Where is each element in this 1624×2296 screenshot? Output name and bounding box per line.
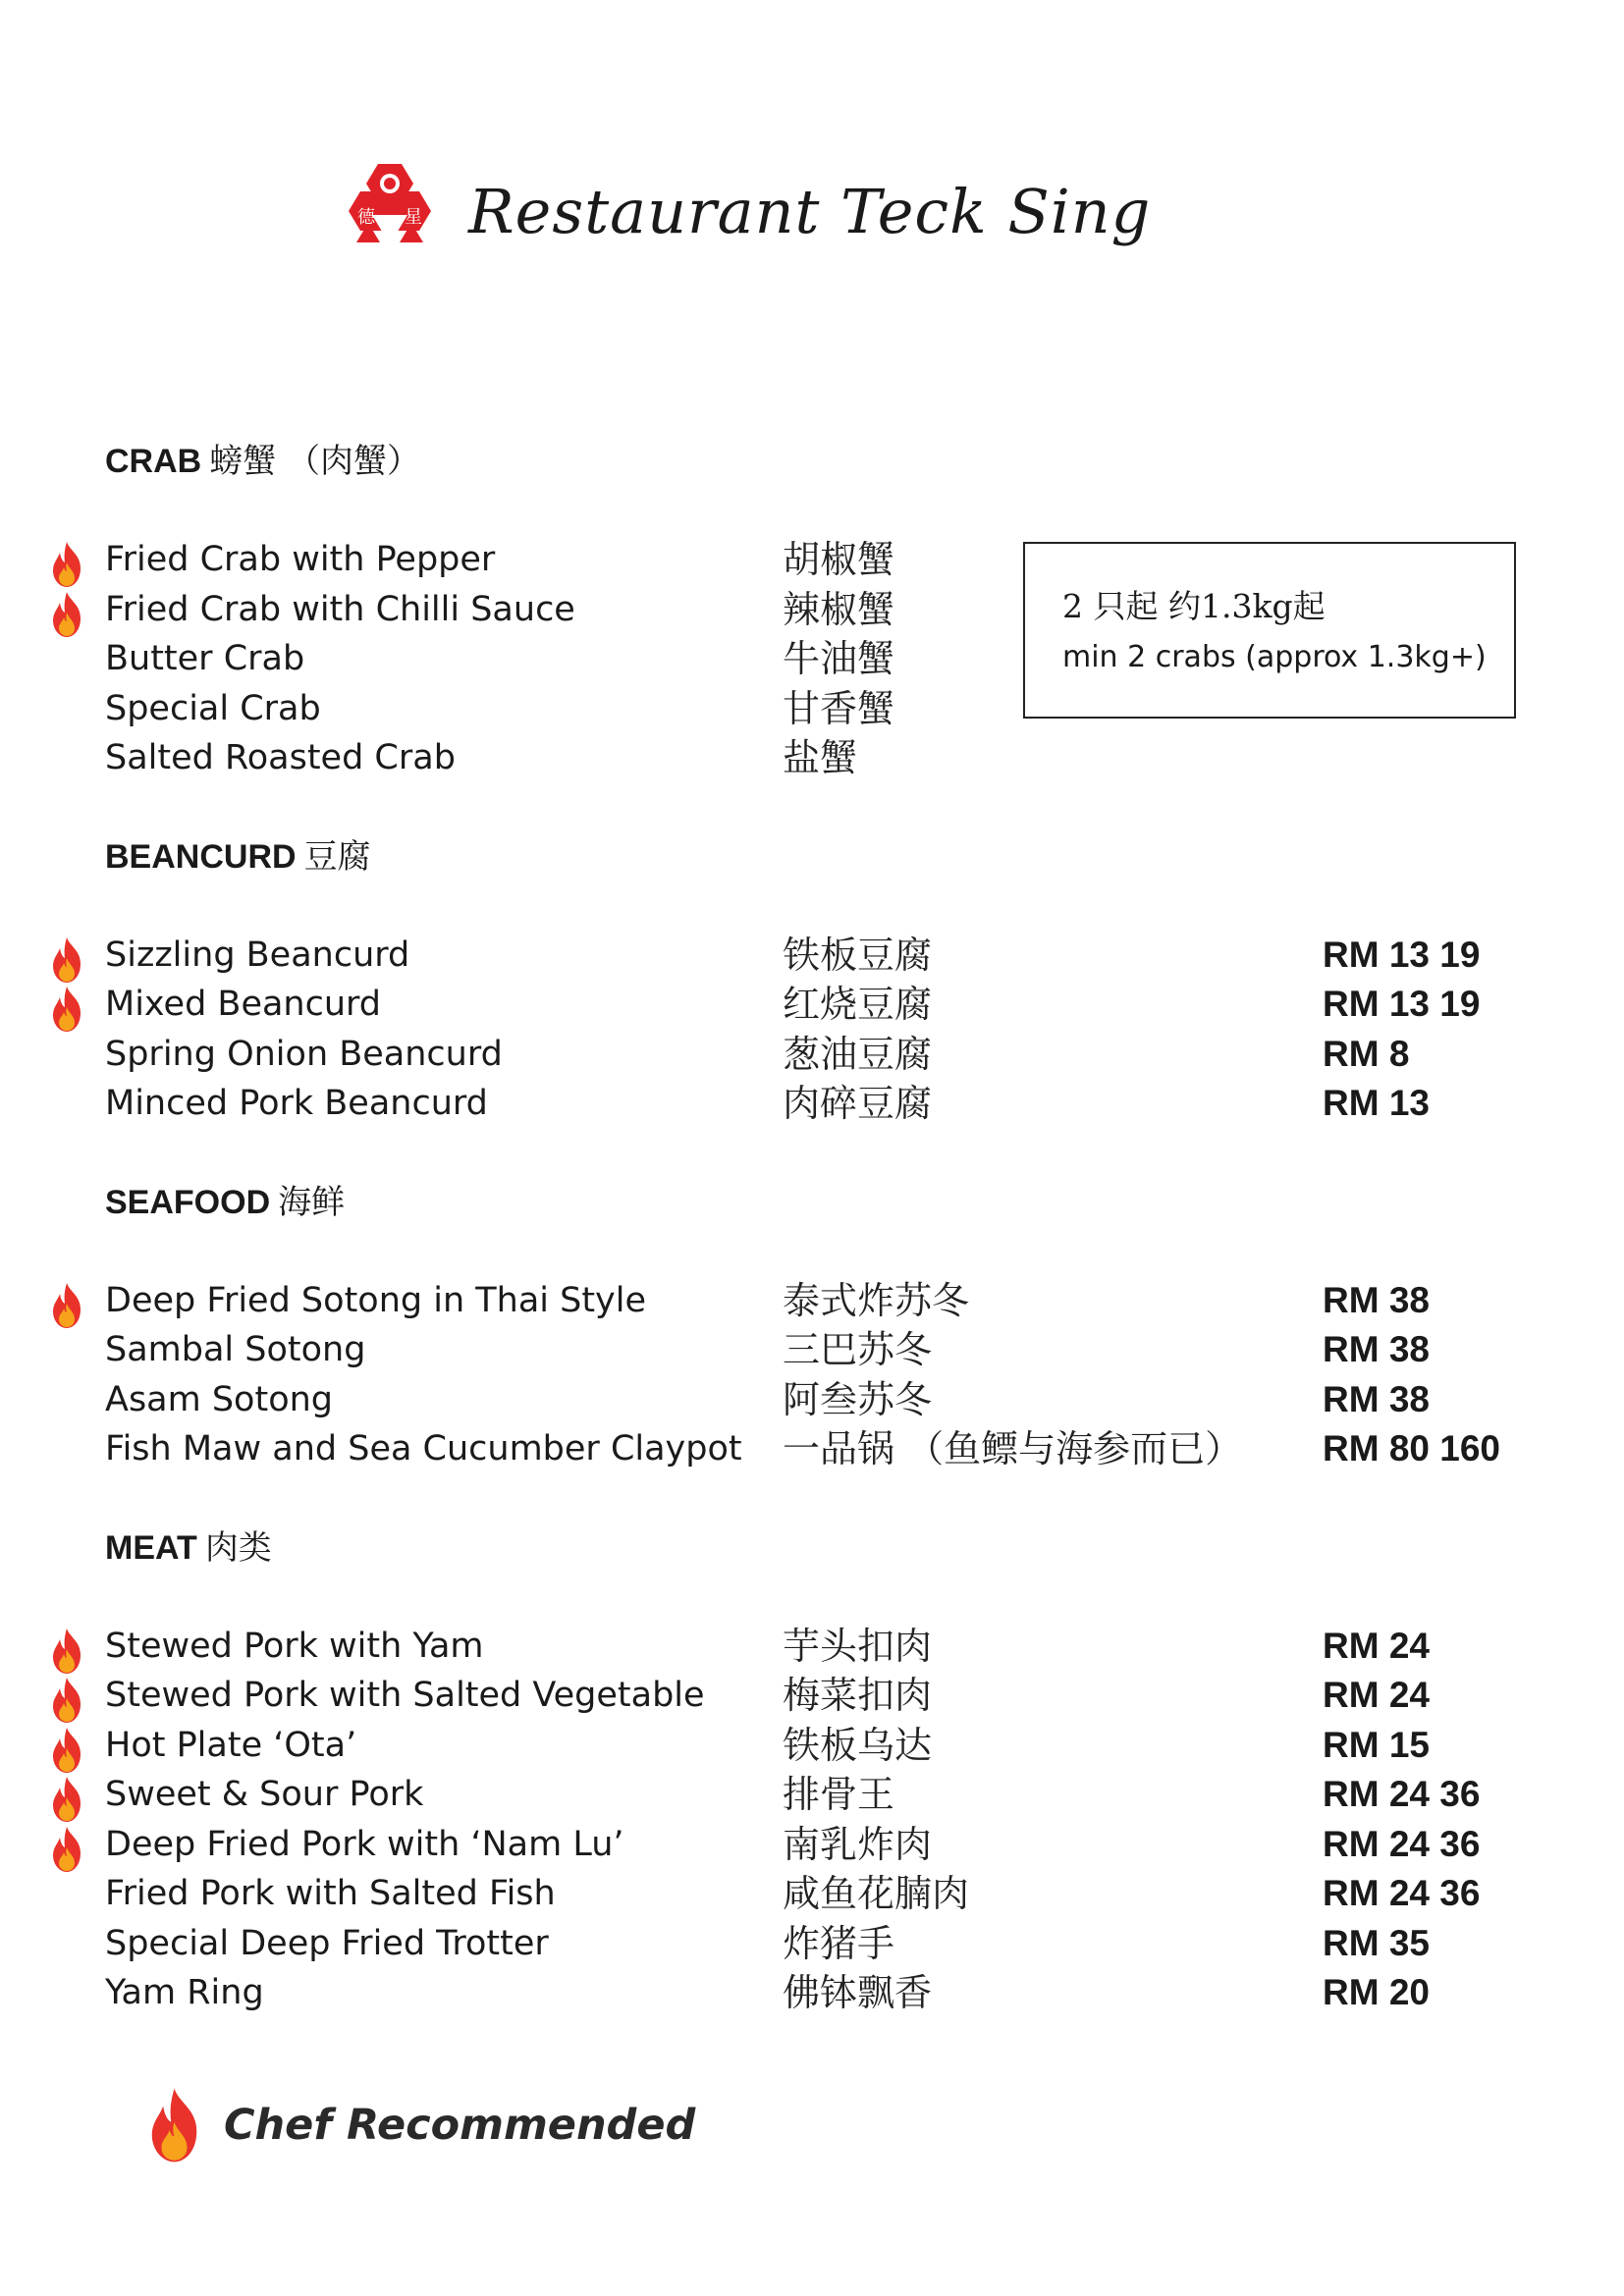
item-name-en: Fried Pork with Salted Fish xyxy=(105,1874,556,1913)
item-price: RM 20 xyxy=(1323,1972,1430,2012)
flame-icon xyxy=(47,1727,86,1774)
item-price: RM 13 19 xyxy=(1323,934,1481,975)
menu-item xyxy=(0,1030,1624,1080)
menu-item xyxy=(0,1721,1624,1771)
menu-item xyxy=(0,1869,1624,1919)
logo-char-left: 德 xyxy=(357,207,375,228)
flame-icon xyxy=(47,1677,86,1724)
item-price: RM 24 36 xyxy=(1323,1873,1481,1913)
item-name-zh: 三巴苏冬 xyxy=(783,1328,933,1371)
item-name-zh: 泰式炸苏冬 xyxy=(783,1278,970,1322)
item-name-en: Fish Maw and Sea Cucumber Claypot xyxy=(105,1429,742,1468)
item-price: RM 13 xyxy=(1323,1083,1430,1123)
section-title xyxy=(105,1523,1624,1573)
menu-item xyxy=(0,980,1624,1030)
flame-icon xyxy=(47,936,86,984)
menu-section-beancurd xyxy=(0,832,1624,1129)
section-title-zh: 肉类 xyxy=(204,1527,272,1568)
item-name-en: Hot Plate ‘Ota’ xyxy=(105,1725,357,1765)
section-title-zh: 螃蟹 （肉蟹） xyxy=(209,442,421,481)
note-text-zh: 2 只起 约1.3kg起 xyxy=(1062,587,1326,625)
section-title-en: MEAT xyxy=(105,1528,197,1567)
item-name-en: Minced Pork Beancurd xyxy=(105,1084,488,1123)
item-name-zh: 一品锅 （鱼鳔与海参而已） xyxy=(783,1427,1243,1470)
item-name-zh: 咸鱼花腩肉 xyxy=(783,1872,970,1915)
menu-section-seafood xyxy=(0,1178,1624,1474)
item-price: RM 24 xyxy=(1323,1675,1430,1715)
item-name-en: Fried Crab with Pepper xyxy=(105,540,496,579)
section-title xyxy=(105,832,1624,881)
item-name-zh: 阿叁苏冬 xyxy=(783,1377,933,1421)
item-price: RM 8 xyxy=(1323,1033,1410,1074)
note-text-en: min 2 crabs (approx 1.3kg+) xyxy=(1062,640,1487,674)
section-title-en: CRAB xyxy=(105,443,202,480)
menu-item xyxy=(0,1968,1624,2018)
restaurant-header xyxy=(329,162,1151,260)
section-title-en: BEANCURD xyxy=(105,837,297,876)
item-name-en: Spring Onion Beancurd xyxy=(105,1034,503,1074)
note-box xyxy=(1023,542,1516,719)
item-name-zh: 芋头扣肉 xyxy=(783,1624,933,1668)
item-name-zh: 胡椒蟹 xyxy=(783,538,895,581)
section-title-zh: 海鲜 xyxy=(278,1182,346,1222)
item-name-zh: 佛钵飘香 xyxy=(783,1971,933,2014)
menu-section-meat xyxy=(0,1523,1624,2018)
item-name-zh: 甘香蟹 xyxy=(783,686,895,730)
item-name-zh: 炸猪手 xyxy=(783,1921,895,1965)
item-price: RM 15 xyxy=(1323,1724,1430,1765)
menu-item xyxy=(0,931,1624,981)
item-price: RM 24 36 xyxy=(1323,1823,1481,1864)
item-name-en: Deep Fried Sotong in Thai Style xyxy=(105,1280,647,1320)
item-name-en: Butter Crab xyxy=(105,639,305,678)
menu-item xyxy=(0,1671,1624,1721)
menu-items xyxy=(0,1276,1624,1474)
section-title xyxy=(105,1178,1624,1227)
item-name-en: Deep Fried Pork with ‘Nam Lu’ xyxy=(105,1824,624,1864)
item-name-en: Stewed Pork with Yam xyxy=(105,1626,484,1666)
restaurant-logo xyxy=(329,162,447,260)
menu-item xyxy=(0,1375,1624,1425)
item-name-en: Asam Sotong xyxy=(105,1379,334,1419)
section-title xyxy=(105,437,1624,486)
item-name-zh: 铁板乌达 xyxy=(783,1723,933,1767)
flame-icon xyxy=(47,1282,86,1329)
menu-item xyxy=(0,1919,1624,1969)
legend xyxy=(142,2081,695,2169)
flame-icon xyxy=(47,1776,86,1823)
menu-item xyxy=(0,1424,1624,1474)
item-name-en: Stewed Pork with Salted Vegetable xyxy=(105,1676,705,1715)
item-name-en: Yam Ring xyxy=(105,1973,264,2012)
item-name-zh: 南乳炸肉 xyxy=(783,1822,933,1866)
menu-items xyxy=(0,1622,1624,2018)
item-name-zh: 辣椒蟹 xyxy=(783,587,895,631)
flame-icon xyxy=(47,986,86,1033)
section-spacer xyxy=(0,1129,1624,1178)
item-name-en: Sizzling Beancurd xyxy=(105,934,410,975)
flame-icon xyxy=(47,1826,86,1873)
menu-item xyxy=(0,1770,1624,1820)
item-name-en: Special Crab xyxy=(105,688,321,728)
item-name-zh: 排骨王 xyxy=(783,1773,895,1816)
menu-item xyxy=(0,733,1624,783)
item-price: RM 35 xyxy=(1323,1922,1430,1963)
item-price: RM 24 xyxy=(1323,1625,1430,1666)
item-name-en: Salted Roasted Crab xyxy=(105,738,456,777)
item-name-zh: 梅菜扣肉 xyxy=(783,1674,933,1717)
item-price: RM 38 xyxy=(1323,1378,1430,1419)
flame-icon xyxy=(47,541,86,588)
section-spacer xyxy=(0,783,1624,832)
flame-icon xyxy=(142,2084,206,2166)
item-name-zh: 盐蟹 xyxy=(783,736,858,779)
item-name-zh: 肉碎豆腐 xyxy=(783,1082,933,1125)
menu-section-crab xyxy=(0,437,1624,783)
menu-item xyxy=(0,1079,1624,1129)
menu-item xyxy=(0,1276,1624,1326)
item-price: RM 38 xyxy=(1323,1329,1430,1369)
section-title-zh: 豆腐 xyxy=(303,836,371,877)
item-price: RM 80 160 xyxy=(1323,1428,1500,1468)
menu-items xyxy=(0,931,1624,1129)
legend-label: Chef Recommended xyxy=(224,2101,696,2150)
item-price: RM 13 19 xyxy=(1323,984,1481,1024)
menu xyxy=(0,437,1624,2018)
item-name-en: Mixed Beancurd xyxy=(105,985,382,1024)
section-spacer xyxy=(0,1474,1624,1523)
flame-icon xyxy=(47,1628,86,1675)
item-name-en: Sambal Sotong xyxy=(105,1330,366,1369)
menu-item xyxy=(0,1622,1624,1672)
item-name-zh: 葱油豆腐 xyxy=(783,1032,933,1076)
item-name-en: Sweet & Sour Pork xyxy=(105,1775,424,1814)
logo-char-right: 星 xyxy=(405,207,422,228)
flame-icon xyxy=(47,591,86,638)
item-price: RM 24 36 xyxy=(1323,1774,1481,1814)
menu-item xyxy=(0,1820,1624,1870)
menu-item xyxy=(0,1325,1624,1375)
item-name-en: Special Deep Fried Trotter xyxy=(105,1923,549,1963)
item-name-zh: 铁板豆腐 xyxy=(783,933,933,977)
item-name-zh: 牛油蟹 xyxy=(783,637,895,680)
item-name-en: Fried Crab with Chilli Sauce xyxy=(105,589,575,629)
item-price: RM 38 xyxy=(1323,1279,1430,1320)
section-title-en: SEAFOOD xyxy=(105,1183,271,1221)
restaurant-name: Restaurant Teck Sing xyxy=(468,175,1152,247)
item-name-zh: 红烧豆腐 xyxy=(783,983,933,1026)
